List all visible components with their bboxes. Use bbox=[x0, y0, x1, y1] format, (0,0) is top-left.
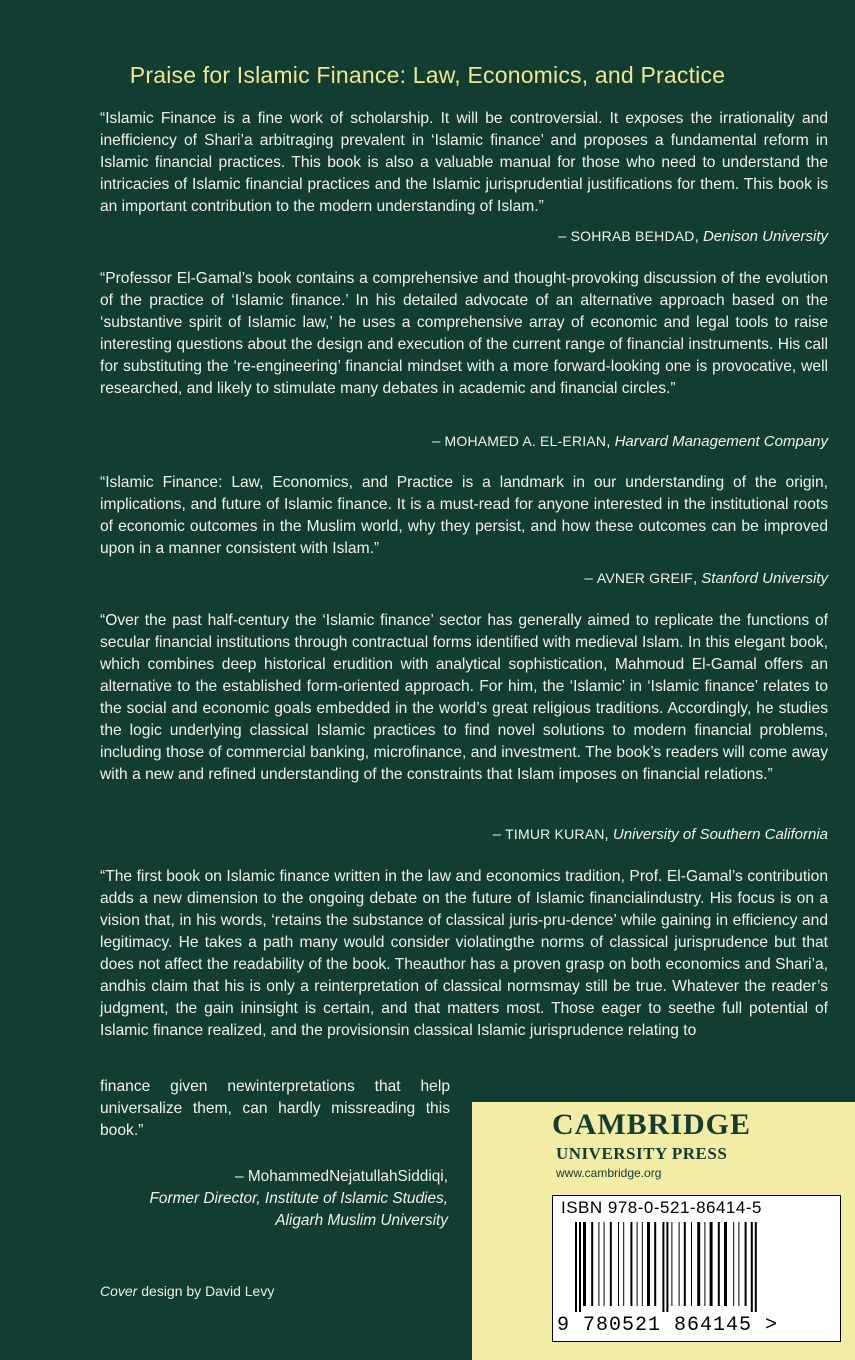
attribution-dash: – bbox=[234, 1168, 248, 1185]
barcode-bar bbox=[623, 1222, 624, 1306]
cover-credit bbox=[100, 1283, 274, 1299]
attribution-affiliation: Stanford University bbox=[701, 570, 828, 587]
attribution-affiliation-2: Aligarh Muslim University bbox=[275, 1212, 448, 1229]
barcode-bar bbox=[704, 1222, 705, 1306]
barcode-bar bbox=[604, 1222, 605, 1306]
attribution-affiliation-1: Former Director, Institute of Islamic Studies, bbox=[149, 1190, 448, 1207]
quote-3: “Islamic Finance: Law, Economics, and Practice is a landmark in our understanding of the origin, implications, and future of Islamic finance. It is a must-read for anyone interested in the institutional roots of economic outcomes in the Muslim world, why they persist, and how these outcomes can be improved upon in a manner consistent with Islam.” bbox=[100, 474, 828, 557]
barcode-icon bbox=[561, 1220, 831, 1312]
attribution-dash: – bbox=[492, 826, 506, 843]
attribution-affiliation: Harvard Management Company bbox=[614, 433, 828, 450]
attribution-3: – AVNER GREIF, Stanford University bbox=[584, 570, 828, 587]
attribution-name: AVNER GREIF bbox=[596, 570, 693, 586]
attribution-2: – MOHAMED A. EL-ERIAN, Harvard Management Company bbox=[431, 433, 828, 450]
isbn-label: ISBN 978-0-521-86414-5 bbox=[561, 1198, 762, 1217]
barcode-bar bbox=[654, 1222, 656, 1306]
barcode-bar bbox=[745, 1222, 747, 1306]
barcode-bar bbox=[618, 1222, 619, 1306]
quote-4: “Over the past half-century the ‘Islamic finance’ sector has generally aimed to replicate the functions of secular financial institutions through contractual forms identified with medieval Islam. In this elegant book, which combines deep historical erudition with analytical sophistication, Mahmoud El-Gamal offers an alternative to the established form-oriented approach. For him, the ‘Islamic’ in ‘Islamic finance’ relates to the social and economic goals embedded in the world’s great religious traditions. Accordingly, he studies the logic underlying classical Islamic practices to find novel solutions to modern financial problems, including those of commercial banking, microfinance, and investment. The book’s readers will come away with a new and refined understanding of the constraints that Islam imposes on financial relations.” bbox=[100, 612, 828, 783]
barcode-bar bbox=[598, 1222, 599, 1306]
barcode-bar bbox=[575, 1222, 577, 1312]
barcode-bar bbox=[738, 1222, 739, 1306]
barcode-bar bbox=[666, 1222, 668, 1312]
attribution-dash: – bbox=[584, 570, 597, 587]
attribution-1: – SOHRAB BEHDAD, Denison University bbox=[558, 228, 828, 245]
attribution-name: MohammedNejatullahSiddiqi, bbox=[247, 1168, 448, 1185]
attribution-name: MOHAMED A. EL-ERIAN bbox=[444, 433, 607, 449]
page-title: Praise for Islamic Finance: Law, Economics, and Practice bbox=[129, 62, 726, 88]
barcode-bar bbox=[671, 1222, 672, 1306]
quote-5-tail: finance given newinterpretations that help universalize them, can hardly missreading this book.” bbox=[100, 1078, 450, 1139]
publisher-subtitle: UNIVERSITY PRESS bbox=[556, 1144, 728, 1163]
barcode-bar bbox=[637, 1222, 638, 1306]
barcode-bar bbox=[755, 1222, 757, 1312]
attribution-5 bbox=[100, 1166, 448, 1232]
quote-5: “The first book on Islamic finance written in the law and economics tradition, Prof. El-Gamal’s contribution adds a new dimension to the ongoing debate on the future of Islamic financialindustry. His focus is on a vision that, in his words, ‘retains the substance of classical juris-pru-dence’ while gaining in efficiency and legitimacy. He takes a path many would consider violatingthe norms of classical jurisprudence but that does not affect the readability of the book. Theauthor has a proven grasp on both economics and Shari’a, andhis claim that his is only a reinterpretation of classical normsmay still be true. Whatever the reader’s judgment, the gain ininsight is certain, and that matters most. Those eager to seethe full potential of Islamic finance realized, and the provisionsin classical Islamic jurisprudence relating to bbox=[100, 868, 828, 1039]
barcode-bar bbox=[583, 1222, 586, 1306]
barcode-bar bbox=[691, 1222, 692, 1306]
publisher-panel bbox=[472, 1102, 855, 1360]
attribution-affiliation: Denison University bbox=[702, 228, 828, 245]
publisher-url: www.cambridge.org bbox=[556, 1166, 662, 1180]
attribution-affiliation: University of Southern California bbox=[612, 826, 828, 843]
barcode-bar bbox=[679, 1222, 680, 1306]
quote-2: “Professor El-Gamal’s book contains a comprehensive and thought-provoking discussion of the evolution of the practice of ‘Islamic finance.’ In his detailed advocate of an alternative approach based on the ‘substantive spirit of Islamic law,’ he uses a comprehensive array of economic and legal tools to raise interesting questions about the design and execution of the current range of financial instruments. His call for substituting the ‘re-engineering’ financial mindset with a more forward-looking one is provocative, well researched, and likely to stimulate many debates in academic and financial circles.” bbox=[100, 270, 828, 397]
barcode-bar bbox=[710, 1222, 713, 1306]
publisher-logo-name: CAMBRIDGE bbox=[552, 1108, 752, 1141]
attribution-dash: – bbox=[558, 228, 571, 245]
quote-1: “Islamic Finance is a fine work of scholarship. It will be controversial. It exposes the irrationality and inefficiency of Shari’a arbitraging prevalent in ‘Islamic finance’ and proposes a fundamental reform in Islamic financial practices. This book is also a valuable manual for those who need to understand the intricacies of Islamic financial practices and the Islamic jurisprudential justifications for them. This book is an important contribution to the modern understanding of Islam.” bbox=[100, 110, 828, 215]
barcode-bar bbox=[630, 1222, 632, 1306]
barcode-bar bbox=[662, 1222, 664, 1312]
attribution-name: TIMUR KURAN bbox=[505, 826, 605, 842]
attribution-dash: – bbox=[431, 433, 445, 450]
barcode-box bbox=[552, 1195, 841, 1342]
barcode-bar bbox=[647, 1222, 650, 1306]
barcode-bar bbox=[751, 1222, 753, 1312]
barcode-bar bbox=[697, 1222, 700, 1306]
cover-credit-label: Cover bbox=[100, 1283, 138, 1299]
barcode-bar bbox=[733, 1222, 734, 1306]
barcode-bar bbox=[610, 1222, 612, 1306]
barcode-bar bbox=[579, 1222, 581, 1312]
barcode-bar bbox=[591, 1222, 593, 1306]
cover-credit-rest: design by David Levy bbox=[137, 1283, 275, 1299]
barcode-bar bbox=[718, 1222, 720, 1306]
barcode-bar bbox=[642, 1222, 643, 1306]
barcode-bar bbox=[684, 1222, 686, 1306]
barcode-bar bbox=[724, 1222, 727, 1306]
attribution-name: SOHRAB BEHDAD bbox=[570, 228, 695, 244]
barcode-digits: 9 780521 864145 > bbox=[557, 1314, 779, 1337]
attribution-4: – TIMUR KURAN, University of Southern California bbox=[492, 826, 828, 843]
